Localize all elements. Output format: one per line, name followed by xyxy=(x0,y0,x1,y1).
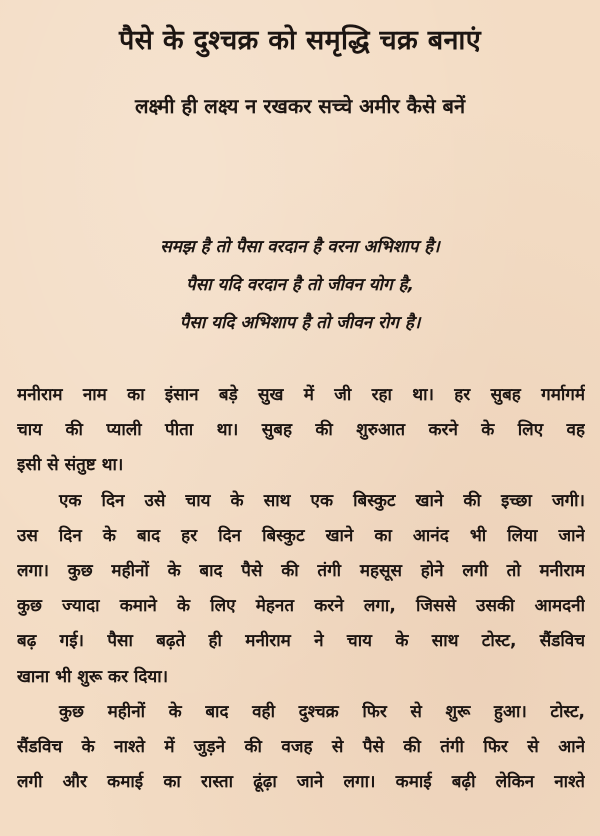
quote-line: पैसा यदि वरदान है तो जीवन योग है, xyxy=(186,275,414,295)
quote-line: पैसा यदि अभिशाप है तो जीवन रोग है। xyxy=(179,313,421,333)
paragraph-line: कुछ ज्यादा कमाने के लिए मेहनत करने लगा, जिससे उसकी आमदनी xyxy=(17,596,585,617)
epigraph-quote xyxy=(0,228,600,342)
paragraph-line: मनीराम नाम का इंसान बड़े सुख में जी रहा था। हर सुबह गर्मागर्म xyxy=(17,385,585,405)
paragraph-line: सैंडविच के नाश्ते में जुड़ने की वजह से पैसे की तंगी फिर से आने xyxy=(17,737,585,758)
paragraph-line: लगी और कमाई का रास्ता ढूंढ़ा जाने लगा। कमाई बढ़ी लेकिन नाश्ते xyxy=(17,772,585,793)
paragraph-line: एक दिन उसे चाय के साथ एक बिस्कुट खाने की इच्छा जगी। xyxy=(59,490,585,511)
paragraph-line: उस दिन के बाद हर दिन बिस्कुट खाने का आनंद भी लिया जाने xyxy=(17,525,585,546)
paragraph-line: लगा। कुछ महीनों के बाद पैसे की तंगी महसूस होने लगी तो मनीराम xyxy=(17,561,585,582)
quote-line: समझ है तो पैसा वरदान है वरना अभिशाप है। xyxy=(160,237,440,257)
paragraph-line: इसी से संतुष्ट था। xyxy=(17,455,124,476)
paragraph-line: बढ़ गई। पैसा बढ़ते ही मनीराम ने चाय के साथ टोस्ट, सैंडविच xyxy=(17,631,585,652)
paragraph-line: कुछ महीनों के बाद वही दुश्चक्र फिर से शुरू हुआ। टोस्ट, xyxy=(59,701,585,722)
body-text xyxy=(17,378,585,800)
paragraph-line: चाय की प्याली पीता था। सुबह की शुरुआत करने के लिए वह xyxy=(17,420,585,441)
chapter-title: पैसे के दुश्चक्र को समृद्धि चक्र बनाएं xyxy=(119,25,481,56)
chapter-subtitle: लक्ष्मी ही लक्ष्य न रखकर सच्चे अमीर कैसे बनें xyxy=(134,94,466,118)
paragraph-line: खाना भी शुरू कर दिया। xyxy=(17,666,169,687)
